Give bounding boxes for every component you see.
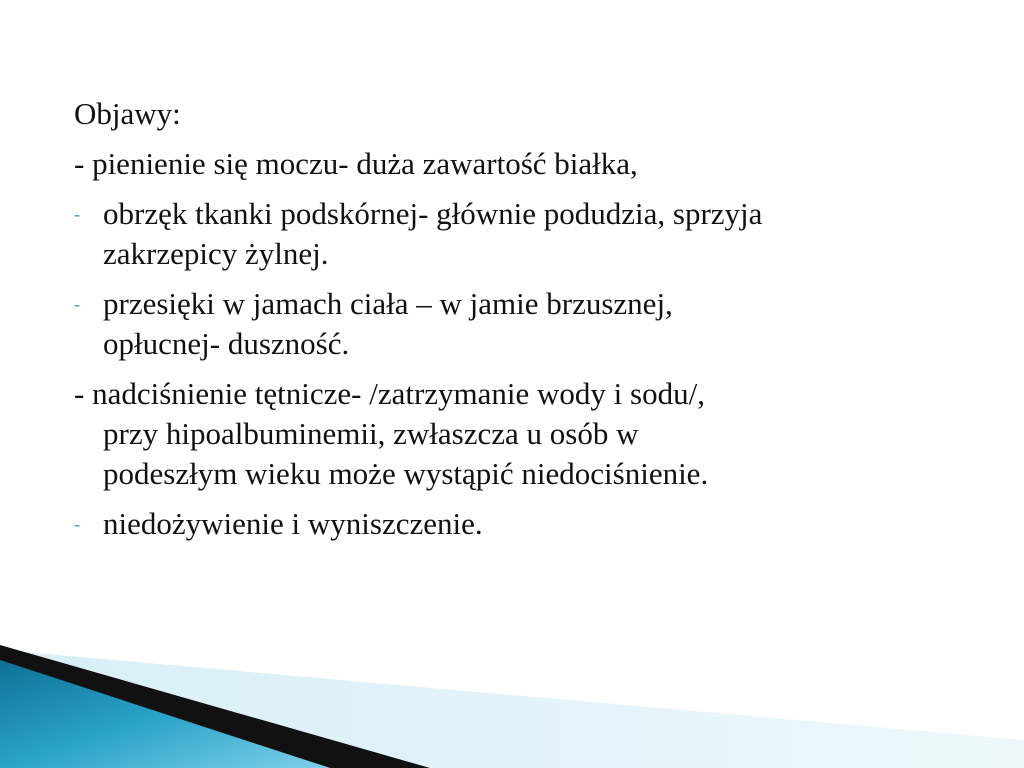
list-item-text: - pienienie się moczu- duża zawartość białka, [74, 146, 638, 181]
list-item-effusions [74, 284, 974, 364]
list-item-proteinuria [74, 144, 974, 184]
list-item-edema [74, 194, 974, 274]
list-item-text: niedożywienie i wyniszczenie. [103, 506, 483, 541]
list-item-text-continued: przy hipoalbuminemii, zwłaszcza u osób w [103, 416, 639, 451]
bullet-marker: - [74, 294, 80, 314]
bullet-marker: - [74, 514, 80, 534]
list-item-malnutrition [74, 504, 974, 544]
list-item-text: przesięki w jamach ciała – w jamie brzusznej, [103, 286, 673, 321]
list-item-hypertension [74, 374, 974, 494]
list-item-text-continued: zakrzepicy żylnej. [103, 236, 329, 271]
bullet-marker: - [74, 204, 80, 224]
slide-heading: Objawy: [74, 96, 181, 131]
slide-body [74, 94, 974, 554]
list-item-text: obrzęk tkanki podskórnej- głównie podudzia, sprzyja [103, 196, 763, 231]
list-item-text-continued: podeszłym wieku może wystąpić niedociśnienie. [103, 456, 709, 491]
list-item-text-continued: opłucnej- duszność. [103, 326, 350, 361]
list-item-text: - nadciśnienie tętnicze- /zatrzymanie wody i sodu/, [74, 376, 705, 411]
